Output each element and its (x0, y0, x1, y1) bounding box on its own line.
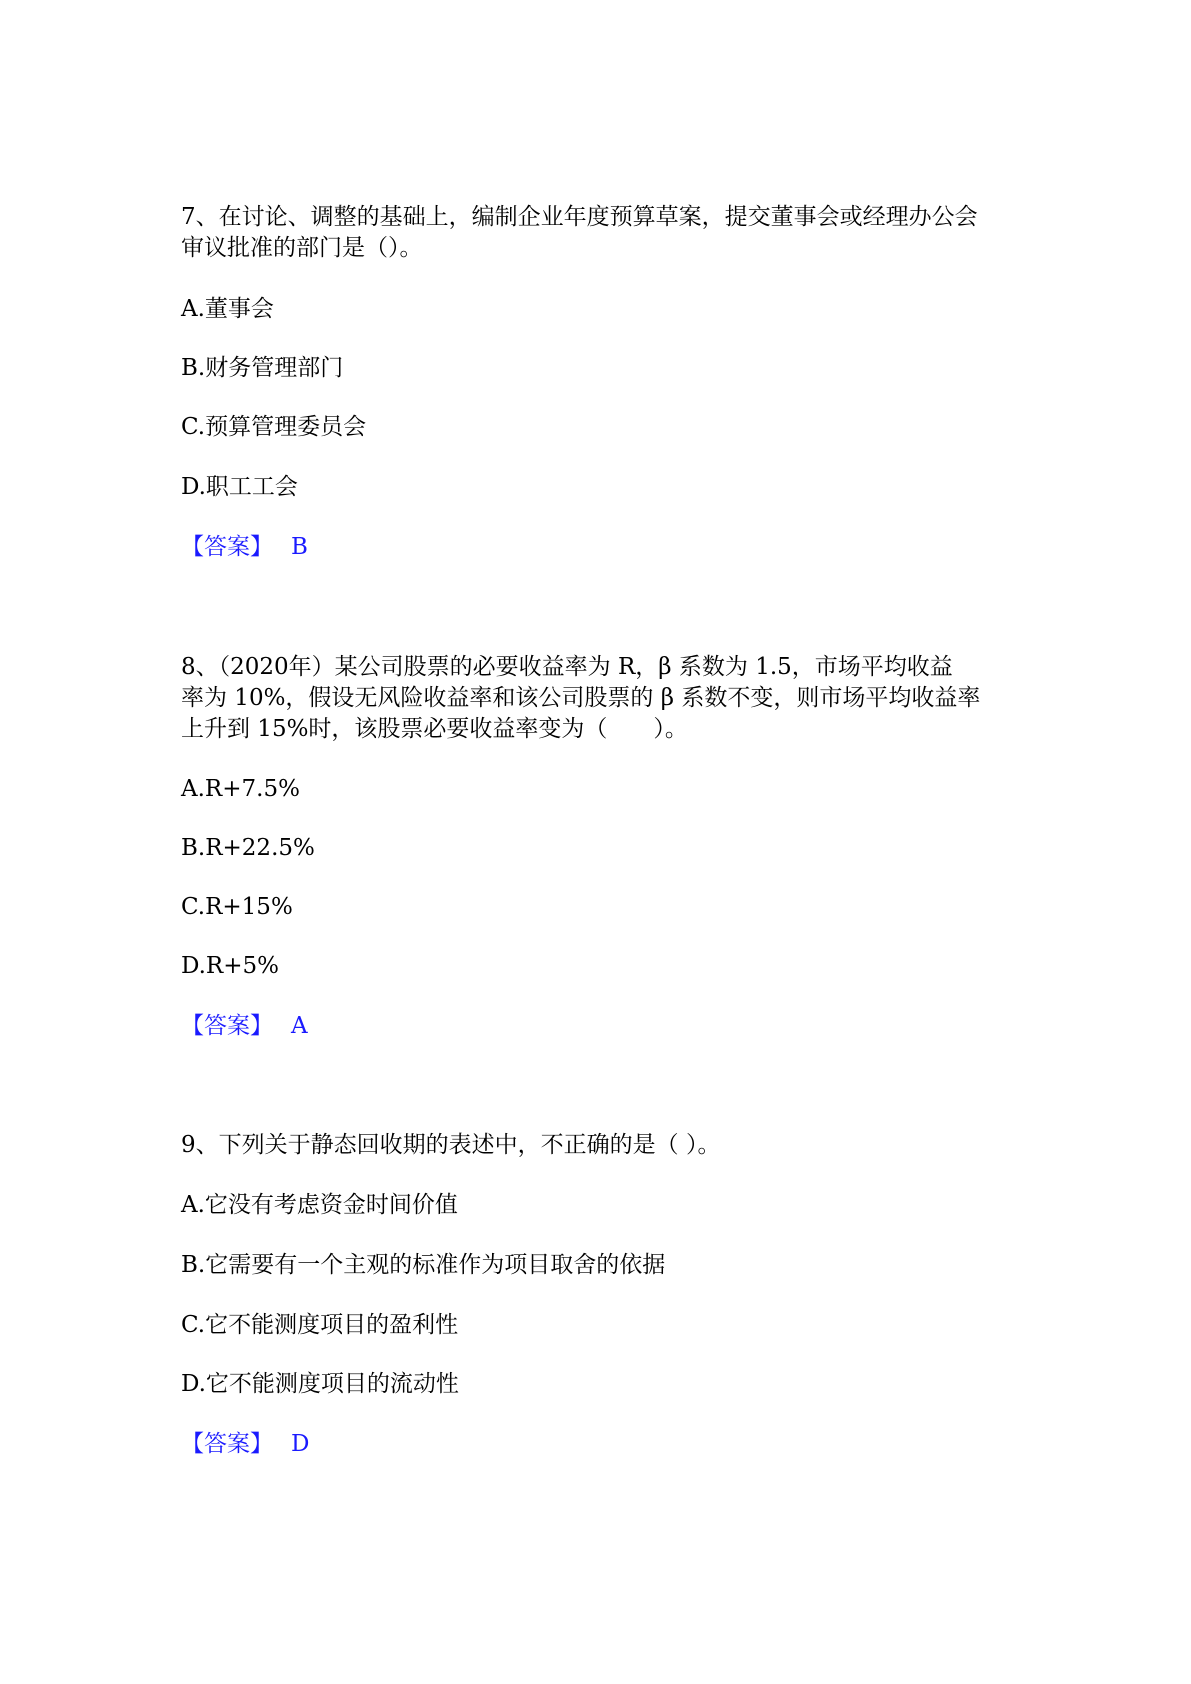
answer-label: 【答案】 (181, 534, 273, 560)
question-9-answer (181, 1429, 309, 1459)
question-8-option-a: A.R+7.5% (181, 776, 300, 802)
question-8-option-c: C.R+15% (181, 894, 293, 920)
question-8-stem-line-1: 8、（2020年）某公司股票的必要收益率为 R，β 系数为 1.5，市场平均收益 (181, 654, 953, 680)
question-7-option-c: C.预算管理委员会 (181, 414, 367, 440)
question-7-option-a: A.董事会 (181, 296, 274, 322)
question-7-answer (181, 532, 308, 562)
answer-label: 【答案】 (181, 1431, 273, 1457)
question-8-stem-line-2: 率为 10%，假设无风险收益率和该公司股票的 β 系数不变，则市场平均收益率 (181, 685, 981, 711)
question-9-option-a: A.它没有考虑资金时间价值 (181, 1192, 458, 1218)
answer-value: D (291, 1431, 310, 1457)
answer-value: A (291, 1013, 308, 1039)
question-7-stem-line-2: 审议批准的部门是（）。 (181, 235, 423, 261)
question-7-stem-line-1: 7、在讨论、调整的基础上，编制企业年度预算草案，提交董事会或经理办公会 (181, 204, 978, 230)
question-8-option-b: B.R+22.5% (181, 835, 315, 861)
question-7-option-b: B.财务管理部门 (181, 355, 344, 381)
answer-value: B (291, 534, 308, 560)
question-9-stem-line-1: 9、下列关于静态回收期的表述中，不正确的是（ ）。 (181, 1132, 721, 1158)
answer-label: 【答案】 (181, 1013, 273, 1039)
question-8-option-d: D.R+5% (181, 953, 280, 979)
question-8-stem-line-3: 上升到 15%时，该股票必要收益率变为（ ）。 (181, 716, 688, 742)
question-9-option-d: D.它不能测度项目的流动性 (181, 1371, 459, 1397)
question-7-option-d: D.职工工会 (181, 474, 298, 500)
question-9-option-b: B.它需要有一个主观的标准作为项目取舍的依据 (181, 1252, 666, 1278)
question-9-option-c: C.它不能测度项目的盈利性 (181, 1312, 459, 1338)
question-8-answer (181, 1011, 308, 1041)
